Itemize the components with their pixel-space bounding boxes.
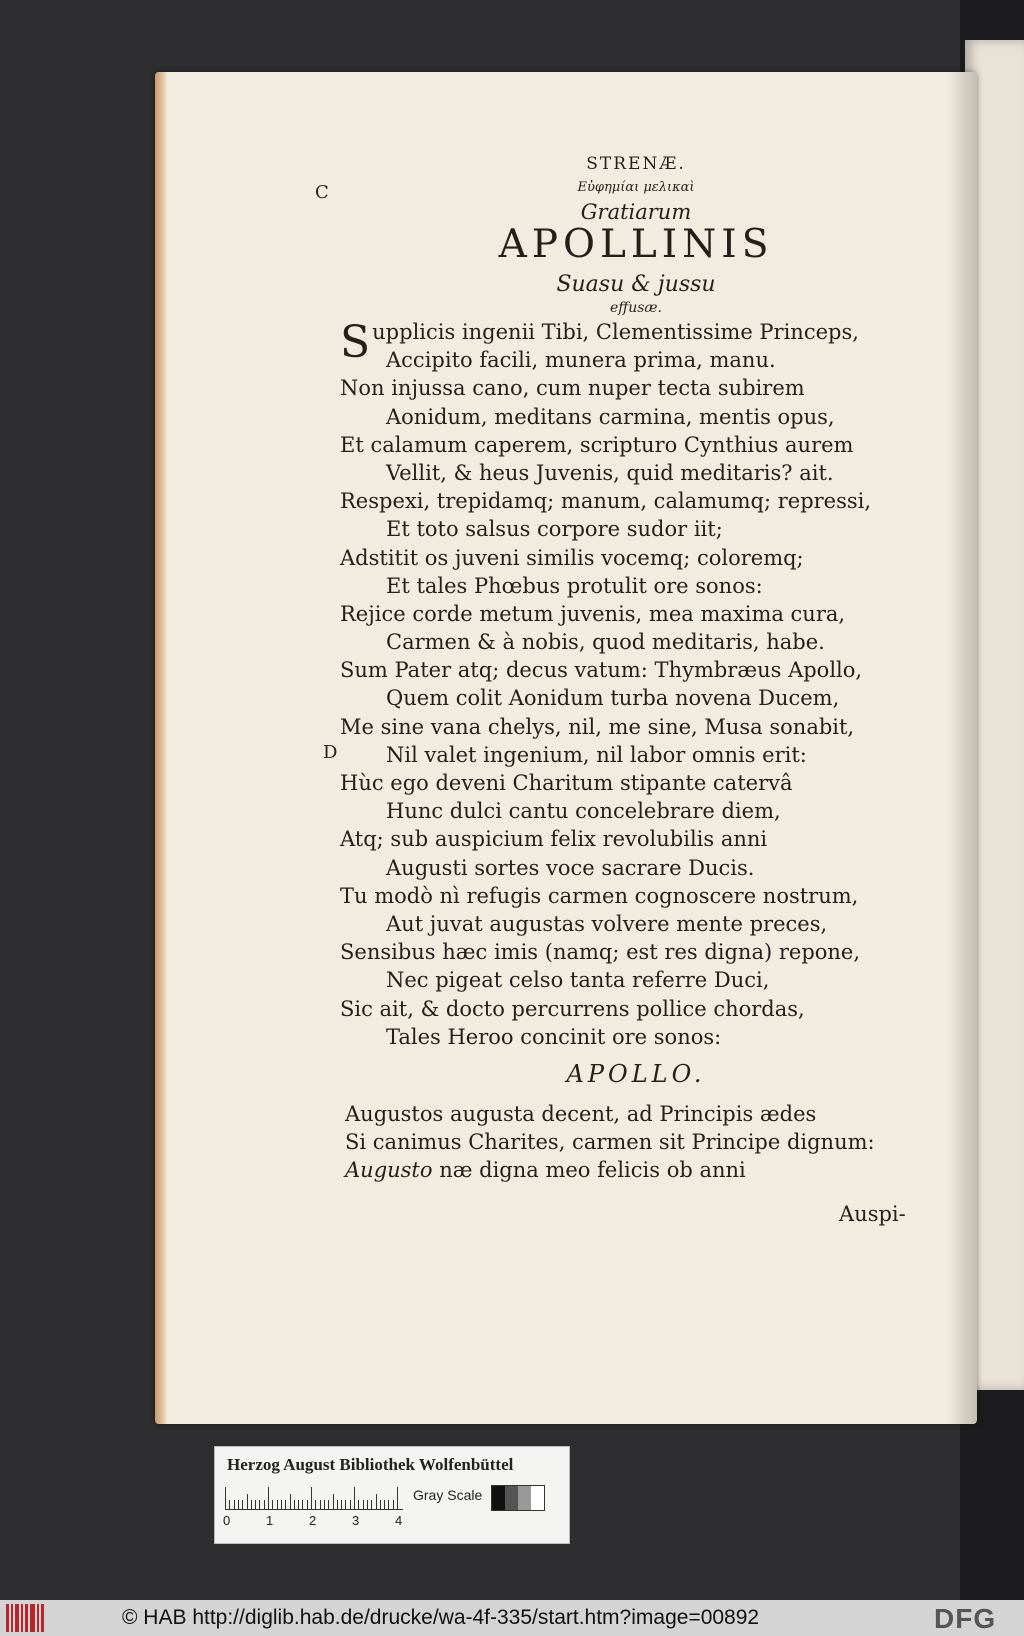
gray-scale-swatch	[491, 1485, 545, 1511]
poem-line	[340, 431, 900, 459]
ruler-tick	[238, 1500, 239, 1509]
poem-line-text: Sic ait, & docto percurrens pollice chordas,	[340, 996, 805, 1021]
ruler-tick	[255, 1500, 256, 1509]
poem-line	[340, 684, 900, 712]
catchword: Auspi-	[839, 1202, 906, 1226]
ruler-tick	[251, 1500, 252, 1509]
dfg-logo: DFG	[934, 1603, 997, 1634]
poem-line-text: Atq; sub auspicium felix revolubilis anni	[340, 827, 768, 852]
library-label	[214, 1446, 570, 1544]
title-line-4: effusæ.	[609, 300, 662, 316]
ruler-tick	[367, 1500, 368, 1509]
ruler-tick	[376, 1494, 377, 1509]
poem-line-text: Aonidum, meditans carmina, mentis opus,	[386, 404, 835, 429]
footer-bar	[0, 1600, 1024, 1636]
poem-line	[340, 459, 900, 487]
ruler-tick	[272, 1500, 273, 1509]
poem-line-text: Sum Pater atq; decus vatum: Thymbræus Apollo,	[340, 658, 863, 683]
poem-line	[340, 515, 900, 543]
ruler-number: 3	[352, 1513, 360, 1528]
poem-line	[340, 572, 900, 600]
apollo-heading: APOLLO.	[566, 1060, 706, 1088]
ruler-tick	[320, 1500, 321, 1509]
ruler-number: 4	[395, 1513, 403, 1528]
ruler-tick	[259, 1500, 260, 1509]
poem-line	[340, 403, 900, 431]
poem-line	[340, 544, 900, 572]
poem-line-text: upplicis ingenii Tibi, Clementissime Princeps,	[372, 320, 859, 344]
poem-line	[340, 825, 900, 853]
poem-line	[340, 628, 900, 656]
ruler-tick	[333, 1494, 334, 1509]
ruler-tick	[311, 1487, 312, 1509]
page-content	[155, 72, 977, 1424]
library-name: Herzog August Bibliothek Wolfenbüttel	[227, 1455, 514, 1474]
ruler-number: 1	[266, 1513, 274, 1528]
running-head: STRENÆ.	[586, 154, 686, 174]
poem-line	[340, 600, 900, 628]
ruler-tick	[294, 1500, 295, 1509]
title-main: APOLLINIS	[498, 222, 774, 267]
poem-line-text: Nil valet ingenium, nil labor omnis erit:	[386, 742, 807, 767]
poem-line	[340, 854, 900, 882]
poem-line	[340, 656, 900, 684]
poem-line-text: Nec pigeat celso tanta referre Duci,	[386, 968, 770, 993]
poem-line-text: Respexi, trepidamq; manum, calamumq; repressi,	[340, 489, 872, 514]
poem-line-text: Et toto salsus corpore sudor iit;	[386, 517, 723, 542]
title-line-3: Suasu & jussu	[556, 272, 716, 297]
poem-line	[340, 487, 900, 515]
ruler-tick	[393, 1500, 394, 1509]
ruler-tick	[298, 1500, 299, 1509]
ruler-tick	[371, 1500, 372, 1509]
poem-line	[340, 797, 900, 825]
drop-cap: S	[340, 317, 371, 368]
poem-line-text: Quem colit Aonidum turba novena Ducem,	[386, 686, 840, 711]
ruler-tick	[268, 1487, 269, 1509]
margin-marker-d: D	[323, 742, 338, 763]
ruler-tick	[397, 1487, 398, 1509]
poem-line	[340, 938, 900, 966]
poem-line-text: Accipito facili, munera prima, manu.	[386, 348, 776, 373]
poem-line	[340, 1023, 900, 1051]
poem-line-text: Adstitit os juveni similis vocemq; coloremq;	[340, 545, 804, 570]
ruler-tick	[380, 1500, 381, 1509]
ruler-tick	[341, 1500, 342, 1509]
poem-line: Augustos augusta decent, ad Principis ædes	[345, 1102, 817, 1126]
italic-word: Augusto	[345, 1158, 433, 1183]
poem-line-text: Carmen & à nobis, quod meditaris, habe.	[386, 630, 825, 655]
poem-line	[340, 741, 900, 769]
ruler-tick	[354, 1487, 355, 1509]
ruler-tick	[324, 1500, 325, 1509]
ruler-tick	[281, 1500, 282, 1509]
ruler-number: 0	[223, 1513, 231, 1528]
ruler-tick	[285, 1500, 286, 1509]
ruler-tick	[363, 1500, 364, 1509]
poem-line: Si canimus Charites, carmen sit Principe dignum:	[345, 1130, 875, 1155]
poem-line	[340, 346, 900, 374]
ruler-tick	[225, 1487, 226, 1509]
poem-line	[340, 882, 900, 910]
ruler-tick	[350, 1500, 351, 1509]
ruler-tick	[264, 1500, 265, 1509]
poem-line-text: Et tales Phœbus protulit ore sonos:	[386, 573, 763, 598]
ruler-tick	[229, 1500, 230, 1509]
poem-line-text: Rejice corde metum juvenis, mea maxima cura,	[340, 601, 846, 626]
ruler-tick	[358, 1500, 359, 1509]
ruler-tick	[337, 1500, 338, 1509]
poem-line-text: Me sine vana chelys, nil, me sine, Musa sonabit,	[340, 714, 855, 739]
greek-subtitle: Εὐφημίαι μελικαὶ	[577, 180, 695, 195]
poem-line	[345, 1156, 905, 1184]
poem-line	[340, 910, 900, 938]
ruler-number: 2	[309, 1513, 317, 1528]
poem-line-text: Vellit, & heus Juvenis, quid meditaris? ait.	[386, 460, 834, 485]
ruler-tick	[277, 1500, 278, 1509]
margin-marker-c: C	[315, 182, 329, 203]
ruler-tick	[345, 1500, 346, 1509]
ruler-tick	[247, 1494, 248, 1509]
poem-line-text: Et calamum caperem, scripturo Cynthius aurem	[340, 432, 854, 457]
poem-body	[340, 318, 900, 1051]
barcode-icon	[6, 1604, 46, 1632]
poem-line-text: Aut juvat augustas volvere mente preces,	[386, 911, 828, 936]
ruler-tick	[328, 1500, 329, 1509]
poem-line	[340, 995, 900, 1023]
title-line-1: Gratiarum	[580, 200, 692, 224]
ruler-tick	[307, 1500, 308, 1509]
poem-line	[340, 966, 900, 994]
book-page	[155, 72, 977, 1424]
ruler-tick	[315, 1500, 316, 1509]
poem-line-text: Non injussa cano, cum nuper tecta subirem	[340, 376, 805, 401]
poem-line-text: Augusti sortes voce sacrare Ducis.	[386, 855, 755, 880]
poem-line-text: Sensibus hæc imis (namq; est res digna) repone,	[340, 940, 861, 965]
poem-line-text: Tales Heroo concinit ore sonos:	[386, 1024, 722, 1049]
ruler-tick	[242, 1500, 243, 1509]
ruler-tick	[388, 1500, 389, 1509]
poem-second-section	[345, 1100, 905, 1185]
ruler-tick	[290, 1494, 291, 1509]
poem-line	[340, 374, 900, 402]
poem-line-text: Hùc ego deveni Charitum stipante catervâ	[340, 771, 793, 795]
ruler-tick	[384, 1500, 385, 1509]
poem-line	[340, 769, 900, 797]
footer-copyright-link[interactable]: © HAB http://diglib.hab.de/drucke/wa-4f-335/start.htm?image=00892	[122, 1606, 760, 1629]
ruler-tick	[234, 1500, 235, 1509]
poem-line-text: Hunc dulci cantu concelebrare diem,	[386, 799, 781, 824]
poem-line-rest: næ digna meo felicis ob anni	[432, 1158, 746, 1183]
gray-scale-label: Gray Scale	[413, 1487, 483, 1503]
scale-ruler	[225, 1485, 403, 1510]
poem-line	[340, 713, 900, 741]
ruler-tick	[302, 1500, 303, 1509]
poem-line-text: Tu modò nì refugis carmen cognoscere nostrum,	[340, 883, 859, 908]
